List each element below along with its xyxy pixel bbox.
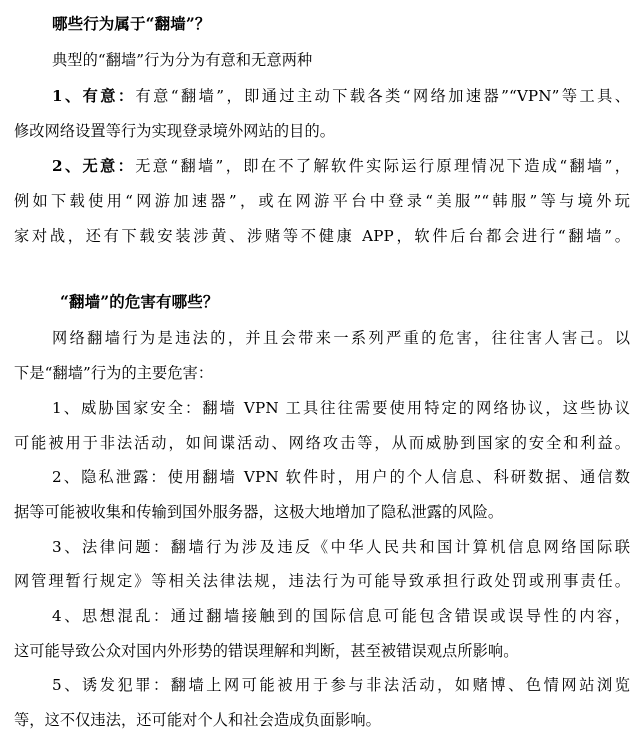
harm2-line2: 据等可能被收集和传输到国外服务器，这极大地增加了隐私泄露的风险。 <box>14 503 504 521</box>
section2-intro-line1: 网络翻墙行为是违法的，并且会带来一系列严重的危害，往往害人害己。以 <box>52 329 630 347</box>
harm4-line1: 4、思想混乱：通过翻墙接触到的国际信息可能包含错误或误导性的内容， <box>52 607 630 625</box>
harm1-line1: 1、威胁国家安全：翻墙 VPN 工具往往需要使用特定的网络协议，这些协议 <box>52 399 630 417</box>
item2-line1 <box>52 156 630 176</box>
harm5-line1: 5、诱发犯罪：翻墙上网可能被用于参与非法活动，如赌博、色情网站浏览 <box>52 676 630 694</box>
item1-line1 <box>52 86 630 106</box>
item2-text1: 无意“翻墙”，即在不了解软件实际运行原理情况下造成“翻墙”， <box>135 157 630 175</box>
item2-line2: 例如下载使用“网游加速器”，或在网游平台中登录“美服”“韩服”等与境外玩 <box>14 192 630 210</box>
section1-intro: 典型的“翻墙”行为分为有意和无意两种 <box>52 51 313 69</box>
section1-heading: 哪些行为属于“翻墙”？ <box>52 14 211 33</box>
item1-line2: 修改网络设置等行为实现登录境外网站的目的。 <box>14 122 336 140</box>
harm2-line1: 2、隐私泄露：使用翻墙 VPN 软件时，用户的个人信息、科研数据、通信数 <box>52 468 630 486</box>
harm4-line2: 这可能导致公众对国内外形势的错误理解和判断，甚至被错误观点所影响。 <box>14 642 519 660</box>
harm1-line2: 可能被用于非法活动，如间谍活动、网络攻击等，从而威胁到国家的安全和利益。 <box>14 434 630 452</box>
item2-line3: 家对战，还有下载安装涉黄、涉赌等不健康 APP，软件后台都会进行“翻墙”。 <box>14 227 630 245</box>
section2-heading: “翻墙”的危害有哪些？ <box>60 292 219 311</box>
section2-intro-line2: 下是“翻墙”行为的主要危害： <box>14 364 214 382</box>
harm3-line2: 网管理暂行规定》等相关法律法规，违法行为可能导致承担行政处罚或刑事责任。 <box>14 572 630 590</box>
item1-text1: 有意“翻墙”，即通过主动下载各类“网络加速器”“VPN”等工具、 <box>135 87 630 105</box>
item1-label: 1、有意： <box>52 87 136 105</box>
item2-label: 2、无意： <box>52 157 136 175</box>
harm5-line2: 等，这不仅违法，还可能对个人和社会造成负面影响。 <box>14 711 381 729</box>
harm3-line1: 3、法律问题：翻墙行为涉及违反《中华人民共和国计算机信息网络国际联 <box>52 538 630 556</box>
